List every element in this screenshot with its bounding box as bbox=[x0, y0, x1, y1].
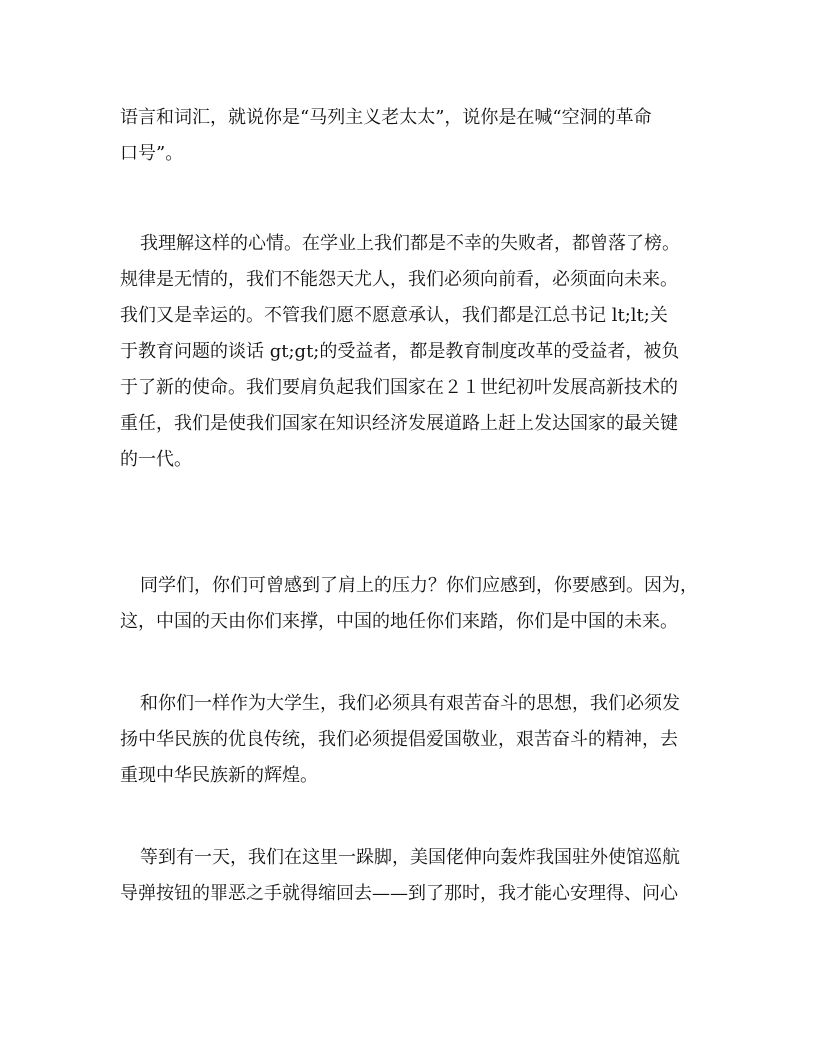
paragraph-5 bbox=[120, 840, 700, 912]
text-line: 的一代。 bbox=[120, 449, 192, 470]
text-line: 同学们，你们可曾感到了肩上的压力？你们应感到，你要感到。因为， bbox=[140, 575, 698, 596]
text-line: 规律是无情的，我们不能怨天尤人，我们必须向前看，必须面向未来。 bbox=[120, 269, 678, 290]
text-line: 于了新的使命。我们要肩负起我们国家在２１世纪初叶发展高新技术的 bbox=[120, 377, 678, 398]
text-line: 于教育问题的谈话 gt;gt;的受益者，都是教育制度改革的受益者，被负 bbox=[120, 341, 680, 362]
paragraph-2 bbox=[120, 226, 700, 478]
text-line: 这，中国的天由你们来撑，中国的地任你们来踏，你们是中国的未来。 bbox=[120, 611, 678, 632]
paragraph-3 bbox=[120, 568, 700, 640]
text-line: 语言和词汇，就说你是“马列主义老太太”，说你是在喊“空洞的革命 bbox=[120, 107, 652, 128]
text-line: 导弹按钮的罪恶之手就得缩回去——到了那时，我才能心安理得、问心 bbox=[120, 883, 678, 904]
text-line: 等到有一天，我们在这里一跺脚，美国佬伸向轰炸我国驻外使馆巡航 bbox=[140, 847, 680, 868]
text-line: 我们又是幸运的。不管我们愿不愿意承认，我们都是江总书记 lt;lt;关 bbox=[120, 305, 668, 326]
text-line: 和你们一样作为大学生，我们必须具有艰苦奋斗的思想，我们必须发 bbox=[140, 693, 680, 714]
paragraph-1 bbox=[120, 100, 700, 172]
text-line: 重现中华民族新的辉煌。 bbox=[120, 765, 318, 786]
paragraph-4 bbox=[120, 686, 700, 794]
text-line: 重任，我们是使我们国家在知识经济发展道路上赶上发达国家的最关键 bbox=[120, 413, 678, 434]
text-line: 扬中华民族的优良传统，我们必须提倡爱国敬业，艰苦奋斗的精神，去 bbox=[120, 729, 678, 750]
text-line: 我理解这样的心情。在学业上我们都是不幸的失败者，都曾落了榜。 bbox=[140, 233, 680, 254]
text-line: 口号”。 bbox=[120, 143, 184, 164]
